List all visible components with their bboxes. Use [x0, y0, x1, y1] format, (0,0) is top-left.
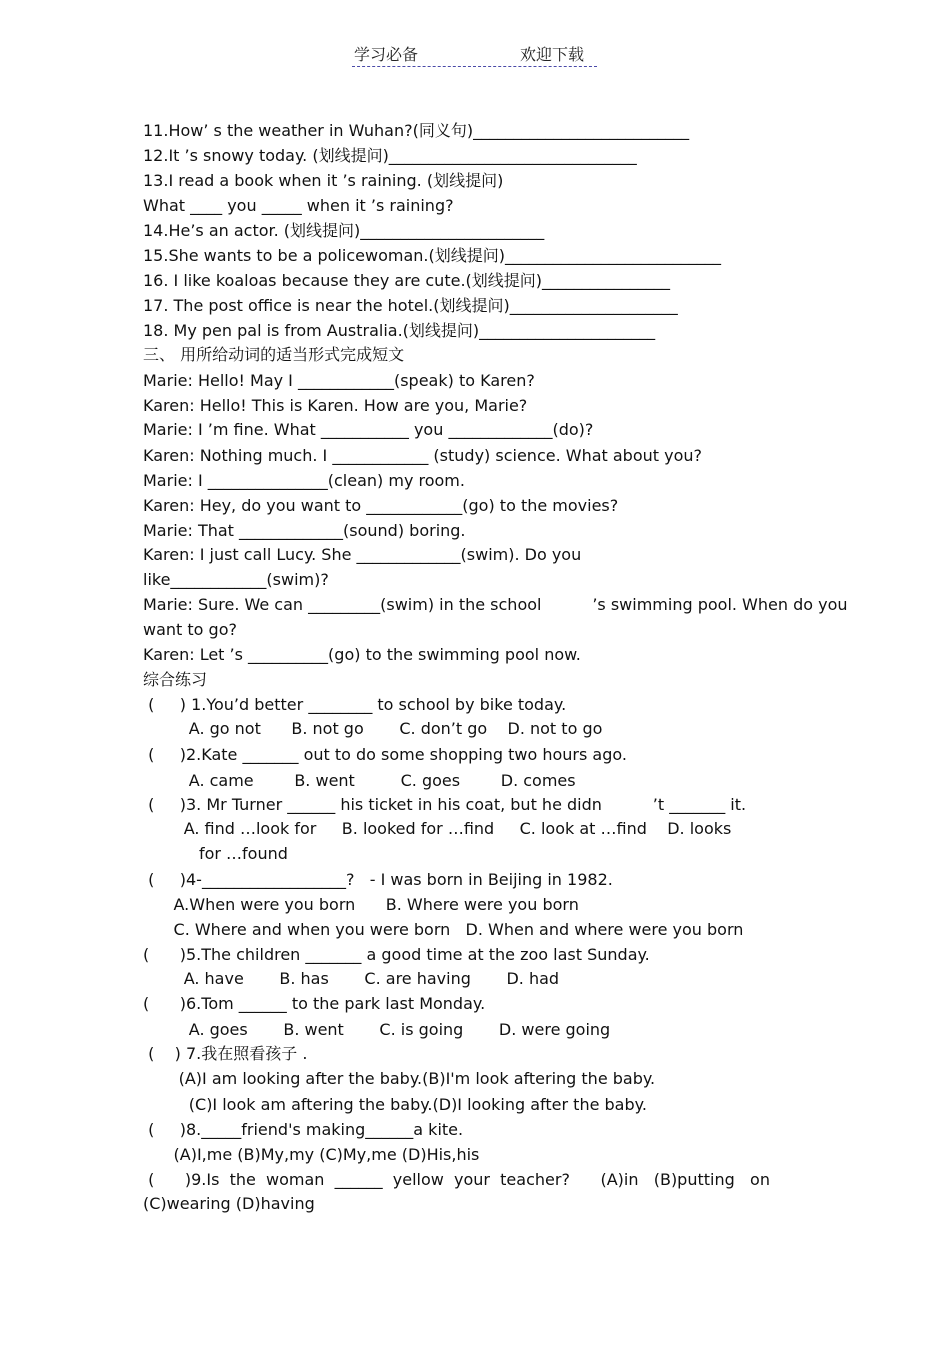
header-right-text: 欢迎下载: [520, 45, 585, 64]
mc-options-7b: (C)I look am aftering the baby.(D)I looking after the baby.: [143, 1095, 647, 1114]
question-18: 18. My pen pal is from Australia.(划线提问)______________________: [143, 321, 656, 340]
dialogue-line: Marie: I ’m fine. What ___________ you _____________(do)?: [143, 420, 594, 439]
mc-question-7: ( ) 7.我在照看孩子 .: [143, 1044, 308, 1063]
section-3-heading: 三、 用所给动词的适当形式完成短文: [143, 345, 405, 364]
mc-question-6: ( )6.Tom ______ to the park last Monday.: [143, 994, 486, 1013]
dialogue-line: Marie: Hello! May I ____________(speak) to Karen?: [143, 371, 535, 390]
dialogue-line: Karen: Nothing much. I ____________ (study) science. What about you?: [143, 446, 703, 465]
question-11: 11.How’ s the weather in Wuhan?(同义句)___________________________: [143, 121, 690, 140]
mc-options-6: A. goes B. went C. is going D. were going: [143, 1020, 611, 1039]
mc-options-8: (A)I,me (B)My,my (C)My,me (D)His,his: [143, 1145, 480, 1164]
question-12: 12.It ’s snowy today. (划线提问)_______________________________: [143, 146, 637, 165]
mc-question-1: ( ) 1.You’d better ________ to school by bike today.: [143, 695, 567, 714]
mc-options-1: A. go not B. not go C. don’t go D. not to go: [143, 719, 603, 738]
mc-question-3: ( )3. Mr Turner ______ his ticket in his coat, but he didn ’t _______ it.: [143, 795, 747, 814]
dialogue-line: Karen: Hey, do you want to ____________(go) to the movies?: [143, 496, 619, 515]
question-13: 13.I read a book when it ’s raining. (划线提问): [143, 171, 504, 190]
question-13-answer: What ____ you _____ when it ’s raining?: [143, 196, 454, 215]
mc-options-3: A. find …look for B. looked for …find C. look at …find D. looks: [143, 819, 732, 838]
section-comprehensive-heading: 综合练习: [143, 670, 208, 689]
question-14: 14.He’s an actor. (划线提问)_______________________: [143, 221, 545, 240]
mc-options-3-cont: for …found: [143, 844, 288, 863]
page-header: [352, 42, 597, 67]
mc-question-9: ( )9.Is the woman ______ yellow your teacher? (A)in (B)putting on: [143, 1170, 770, 1189]
mc-options-5: A. have B. has C. are having D. had: [143, 969, 560, 988]
dialogue-line: Marie: I _______________(clean) my room.: [143, 471, 465, 490]
dialogue-line: Marie: Sure. We can _________(swim) in the school ’s swimming pool. When do you: [143, 595, 848, 614]
dialogue-line: want to go?: [143, 620, 237, 639]
dialogue-line: Karen: Hello! This is Karen. How are you, Marie?: [143, 396, 528, 415]
mc-question-5: ( )5.The children _______ a good time at the zoo last Sunday.: [143, 945, 650, 964]
dialogue-line: Marie: That _____________(sound) boring.: [143, 521, 466, 540]
mc-options-7a: (A)I am looking after the baby.(B)I'm look aftering the baby.: [143, 1069, 656, 1088]
mc-options-4b: C. Where and when you were born D. When and where were you born: [143, 920, 744, 939]
mc-options-9-cont: (C)wearing (D)having: [143, 1194, 315, 1213]
question-17: 17. The post office is near the hotel.(划线提问)_____________________: [143, 296, 678, 315]
question-15: 15.She wants to be a policewoman.(划线提问)___________________________: [143, 246, 721, 265]
mc-question-4: ( )4-__________________? - I was born in Beijing in 1982.: [143, 870, 613, 889]
header-left-text: 学习必备: [354, 45, 419, 64]
mc-question-2: ( )2.Kate _______ out to do some shopping two hours ago.: [143, 745, 627, 764]
mc-question-8: ( )8._____friend's making______a kite.: [143, 1120, 464, 1139]
mc-options-2: A. came B. went C. goes D. comes: [143, 771, 576, 790]
dialogue-line: Karen: Let ’s __________(go) to the swimming pool now.: [143, 645, 581, 664]
dialogue-line: Karen: I just call Lucy. She _____________(swim). Do you: [143, 545, 582, 564]
mc-options-4a: A.When were you born B. Where were you born: [143, 895, 579, 914]
dialogue-line: like____________(swim)?: [143, 570, 329, 589]
question-16: 16. I like koaloas because they are cute.(划线提问)________________: [143, 271, 671, 290]
